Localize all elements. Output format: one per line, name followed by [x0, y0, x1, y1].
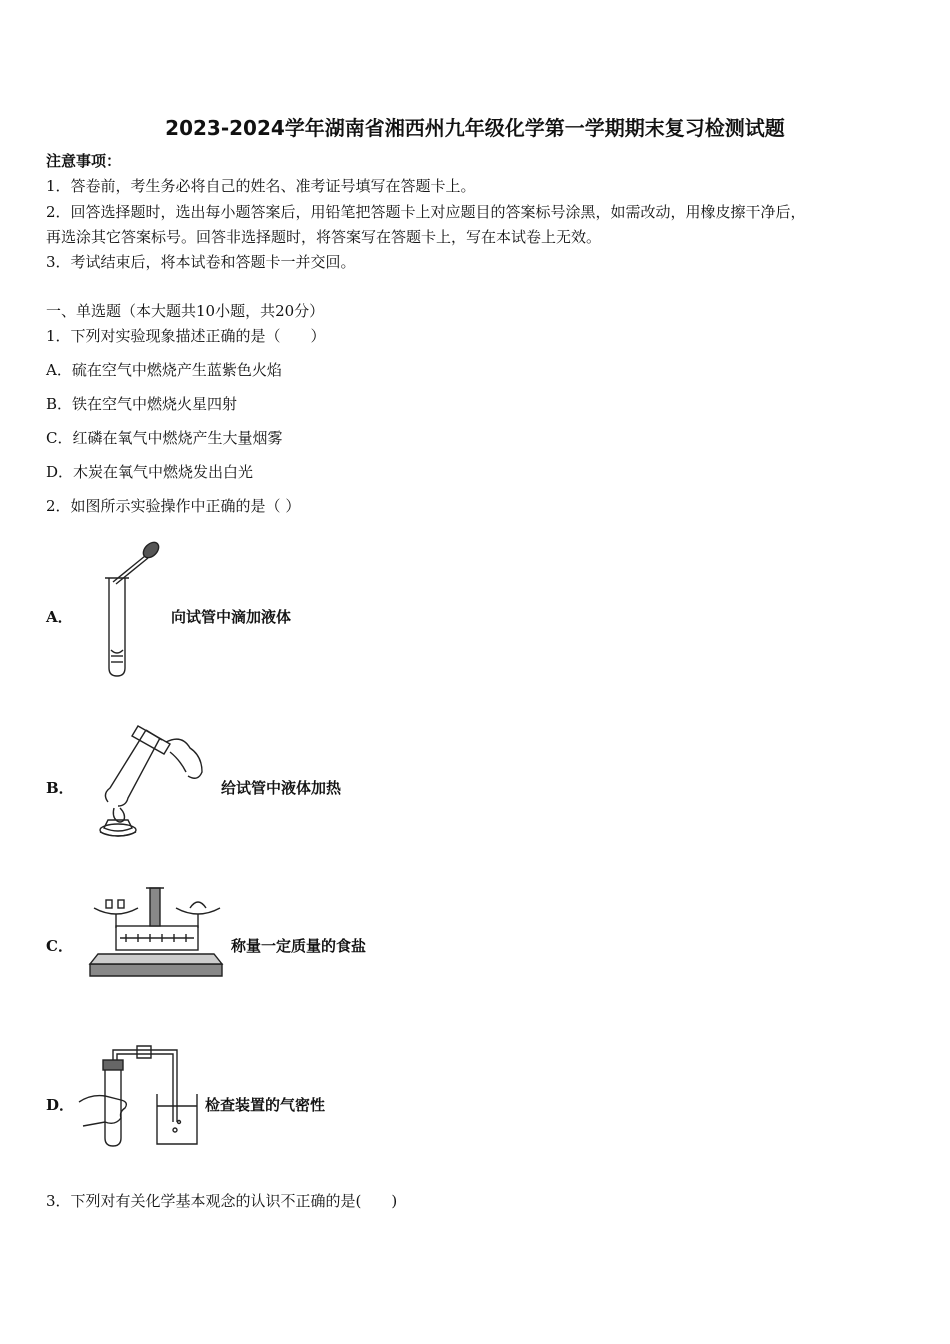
notes-item-3: 3．考试结束后，将本试卷和答题卡一并交回。 [46, 253, 356, 271]
q2-option-d-caption: 检查装置的气密性 [205, 1096, 326, 1114]
q2-option-a-caption: 向试管中滴加液体 [171, 608, 292, 626]
q2-option-b-caption: 给试管中液体加热 [221, 779, 342, 797]
section-heading: 一、单选题（本大题共10小题，共20分） [46, 302, 325, 320]
q2-option-d-label: D． [46, 1096, 75, 1114]
q2-option-c-caption: 称量一定质量的食盐 [231, 937, 367, 955]
notes-item-1: 1．答卷前，考生务必将自己的姓名、准考证号填写在答题卡上。 [46, 177, 476, 195]
notes-heading: 注意事项： [46, 152, 122, 170]
q1-option-b: B．铁在空气中燃烧火星四射 [46, 395, 238, 413]
notes-item-2-cont: 再选涂其它答案标号。回答非选择题时，将答案写在答题卡上，写在本试卷上无效。 [46, 228, 602, 246]
q1-option-d: D．木炭在氧气中燃烧发出白光 [46, 463, 254, 481]
q2-option-b-label: B． [46, 779, 74, 797]
q1-option-a: A．硫在空气中燃烧产生蓝紫色火焰 [46, 361, 282, 379]
dropper-test-tube-figure [95, 538, 165, 683]
q2-option-a-label: A． [46, 608, 73, 626]
notes-item-2: 2．回答选择题时，选出每小题答案后，用铅笔把答题卡上对应题目的答案标号涂黑，如需改动，用橡皮擦干净后， [46, 203, 806, 221]
heating-test-tube-figure [90, 720, 215, 840]
q2-stem: 2．如图所示实验操作中正确的是（ ） [46, 497, 301, 515]
airtightness-check-figure [75, 1042, 200, 1150]
q1-stem: 1．下列对实验现象描述正确的是（ ） [46, 327, 326, 345]
q3-stem: 3．下列对有关化学基本观念的认识不正确的是( ) [46, 1192, 398, 1210]
q2-option-c-label: C． [46, 937, 73, 955]
q1-option-c: C．红磷在氧气中燃烧产生大量烟雾 [46, 429, 283, 447]
page-title: 2023-2024学年湖南省湘西州九年级化学第一学期期末复习检测试题 [165, 116, 785, 140]
balance-scale-figure [86, 884, 226, 980]
